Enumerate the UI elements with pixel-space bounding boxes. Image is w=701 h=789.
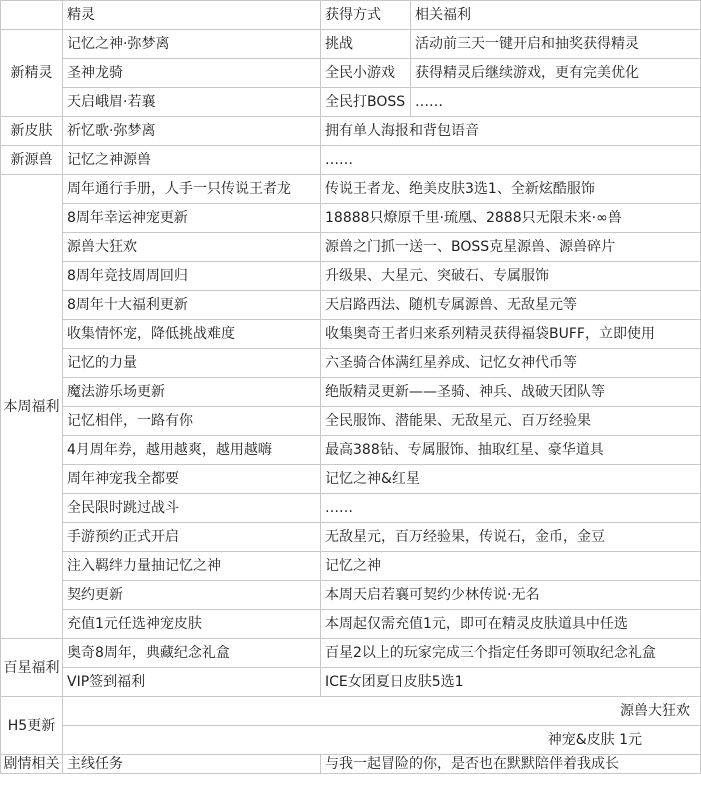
sprite-cell: 8周年竞技周周回归 xyxy=(63,262,321,291)
table-row xyxy=(1,494,701,523)
table-row xyxy=(1,378,701,407)
benefit-cell: 源兽之门抓一送一、BOSS克星源兽、源兽碎片 xyxy=(321,233,701,262)
table-row xyxy=(1,233,701,262)
benefit-cell: 最高388钻、专属服饰、抽取红星、豪华道具 xyxy=(321,436,701,465)
sprite-cell: 记忆之神·弥梦离 xyxy=(63,30,321,59)
benefit-cell: 绝版精灵更新——圣骑、神兵、战破天团队等 xyxy=(321,378,701,407)
table-row xyxy=(1,436,701,465)
sprite-cell: 手游预约正式开启 xyxy=(63,523,321,552)
benefit-cell: 升级果、大星元、突破石、专属服饰 xyxy=(321,262,701,291)
table-row xyxy=(1,146,701,175)
category-new-skin: 新皮肤 xyxy=(1,117,63,146)
benefit-cell: 百星2以上的玩家完成三个指定任务即可领取纪念礼盒 xyxy=(321,639,701,668)
table-row xyxy=(1,668,701,697)
table-row xyxy=(1,117,701,146)
table-row xyxy=(1,320,701,349)
sprite-cell: 主线任务 xyxy=(63,755,321,774)
table-row xyxy=(1,407,701,436)
benefit-cell: 与我一起冒险的你，是否也在默默陪伴着我成长 xyxy=(321,755,701,774)
benefit-cell: 天启路西法、随机专属源兽、无敌星元等 xyxy=(321,291,701,320)
table-row xyxy=(1,175,701,204)
table-row xyxy=(1,697,701,726)
sprite-cell: 注入羁绊力量抽记忆之神 xyxy=(63,552,321,581)
table-row xyxy=(1,610,701,639)
table-row xyxy=(1,204,701,233)
sprite-cell: 祈忆歌·弥梦离 xyxy=(63,117,321,146)
table-row xyxy=(1,552,701,581)
benefit-cell: …… xyxy=(411,88,701,117)
benefit-cell: 拥有单人海报和背包语音 xyxy=(321,117,701,146)
h5-cell: 源兽大狂欢 xyxy=(63,697,701,726)
sprite-cell: 周年通行手册，人手一只传说王者龙 xyxy=(63,175,321,204)
sprite-cell: 圣神龙骑 xyxy=(63,59,321,88)
benefit-cell: 记忆之神 xyxy=(321,552,701,581)
benefit-cell: …… xyxy=(321,146,701,175)
category-new-source-beast: 新源兽 xyxy=(1,146,63,175)
benefit-cell: 本周起仅需充值1元，即可在精灵皮肤道具中任选 xyxy=(321,610,701,639)
method-cell: 全民小游戏 xyxy=(321,59,411,88)
category-h5: H5更新 xyxy=(1,697,63,755)
sprite-cell: 周年神宠我全都要 xyxy=(63,465,321,494)
sprite-cell: 记忆的力量 xyxy=(63,349,321,378)
benefit-cell: 六圣骑合体满红星养成、记忆女神代币等 xyxy=(321,349,701,378)
benefit-cell: 无敌星元，百万经验果，传说石，金币，金豆 xyxy=(321,523,701,552)
table-row xyxy=(1,465,701,494)
table-row xyxy=(1,262,701,291)
sprite-cell: 记忆之神源兽 xyxy=(63,146,321,175)
benefit-cell: 本周天启若襄可契约少林传说·无名 xyxy=(321,581,701,610)
table-row xyxy=(1,755,701,774)
header-method: 获得方式 xyxy=(321,1,411,30)
benefit-cell: 18888只燎原千里·琉凰、2888只无限未来·∞兽 xyxy=(321,204,701,233)
benefit-cell: 收集奥奇王者归来系列精灵获得福袋BUFF，立即使用 xyxy=(321,320,701,349)
category-weekly: 本周福利 xyxy=(1,175,63,639)
benefit-cell: 全民服饰、潜能果、无敌星元、百万经验果 xyxy=(321,407,701,436)
table-row xyxy=(1,523,701,552)
sprite-cell: 8周年幸运神宠更新 xyxy=(63,204,321,233)
method-cell: 挑战 xyxy=(321,30,411,59)
sprite-cell: 4月周年券，越用越爽，越用越嗨 xyxy=(63,436,321,465)
sprite-cell: VIP签到福利 xyxy=(63,668,321,697)
sprite-cell: 8周年十大福利更新 xyxy=(63,291,321,320)
benefit-cell: 活动前三天一键开启和抽奖获得精灵 xyxy=(411,30,701,59)
table-row xyxy=(1,639,701,668)
sprite-cell: 契约更新 xyxy=(63,581,321,610)
sprite-cell: 记忆相伴，一路有你 xyxy=(63,407,321,436)
benefit-cell: 记忆之神&红星 xyxy=(321,465,701,494)
header-sprite: 精灵 xyxy=(63,1,321,30)
category-baixing: 百星福利 xyxy=(1,639,63,697)
table-row xyxy=(1,30,701,59)
sprite-cell: 天启峨眉·若襄 xyxy=(63,88,321,117)
category-new-sprite: 新精灵 xyxy=(1,30,63,117)
header-row xyxy=(1,1,701,30)
header-category xyxy=(1,1,63,30)
benefit-cell: ICE女团夏日皮肤5选1 xyxy=(321,668,701,697)
header-benefit: 相关福利 xyxy=(411,1,701,30)
method-cell: 全民打BOSS xyxy=(321,88,411,117)
sprite-cell: 充值1元任选神宠皮肤 xyxy=(63,610,321,639)
table-row xyxy=(1,88,701,117)
benefit-cell: …… xyxy=(321,494,701,523)
sprite-cell: 全民限时跳过战斗 xyxy=(63,494,321,523)
table-row xyxy=(1,581,701,610)
sprite-cell: 源兽大狂欢 xyxy=(63,233,321,262)
table-row xyxy=(1,349,701,378)
table-row xyxy=(1,726,701,755)
table-row xyxy=(1,291,701,320)
sprite-cell: 收集情怀宠，降低挑战难度 xyxy=(63,320,321,349)
benefit-cell: 获得精灵后继续游戏，更有完美优化 xyxy=(411,59,701,88)
table-row xyxy=(1,59,701,88)
h5-cell: 神宠&皮肤 1元 xyxy=(63,726,701,755)
benefit-cell: 传说王者龙、绝美皮肤3选1、全新炫酷服饰 xyxy=(321,175,701,204)
category-story: 剧情相关 xyxy=(1,755,63,774)
sprite-cell: 奥奇8周年，典藏纪念礼盒 xyxy=(63,639,321,668)
sprite-cell: 魔法游乐场更新 xyxy=(63,378,321,407)
